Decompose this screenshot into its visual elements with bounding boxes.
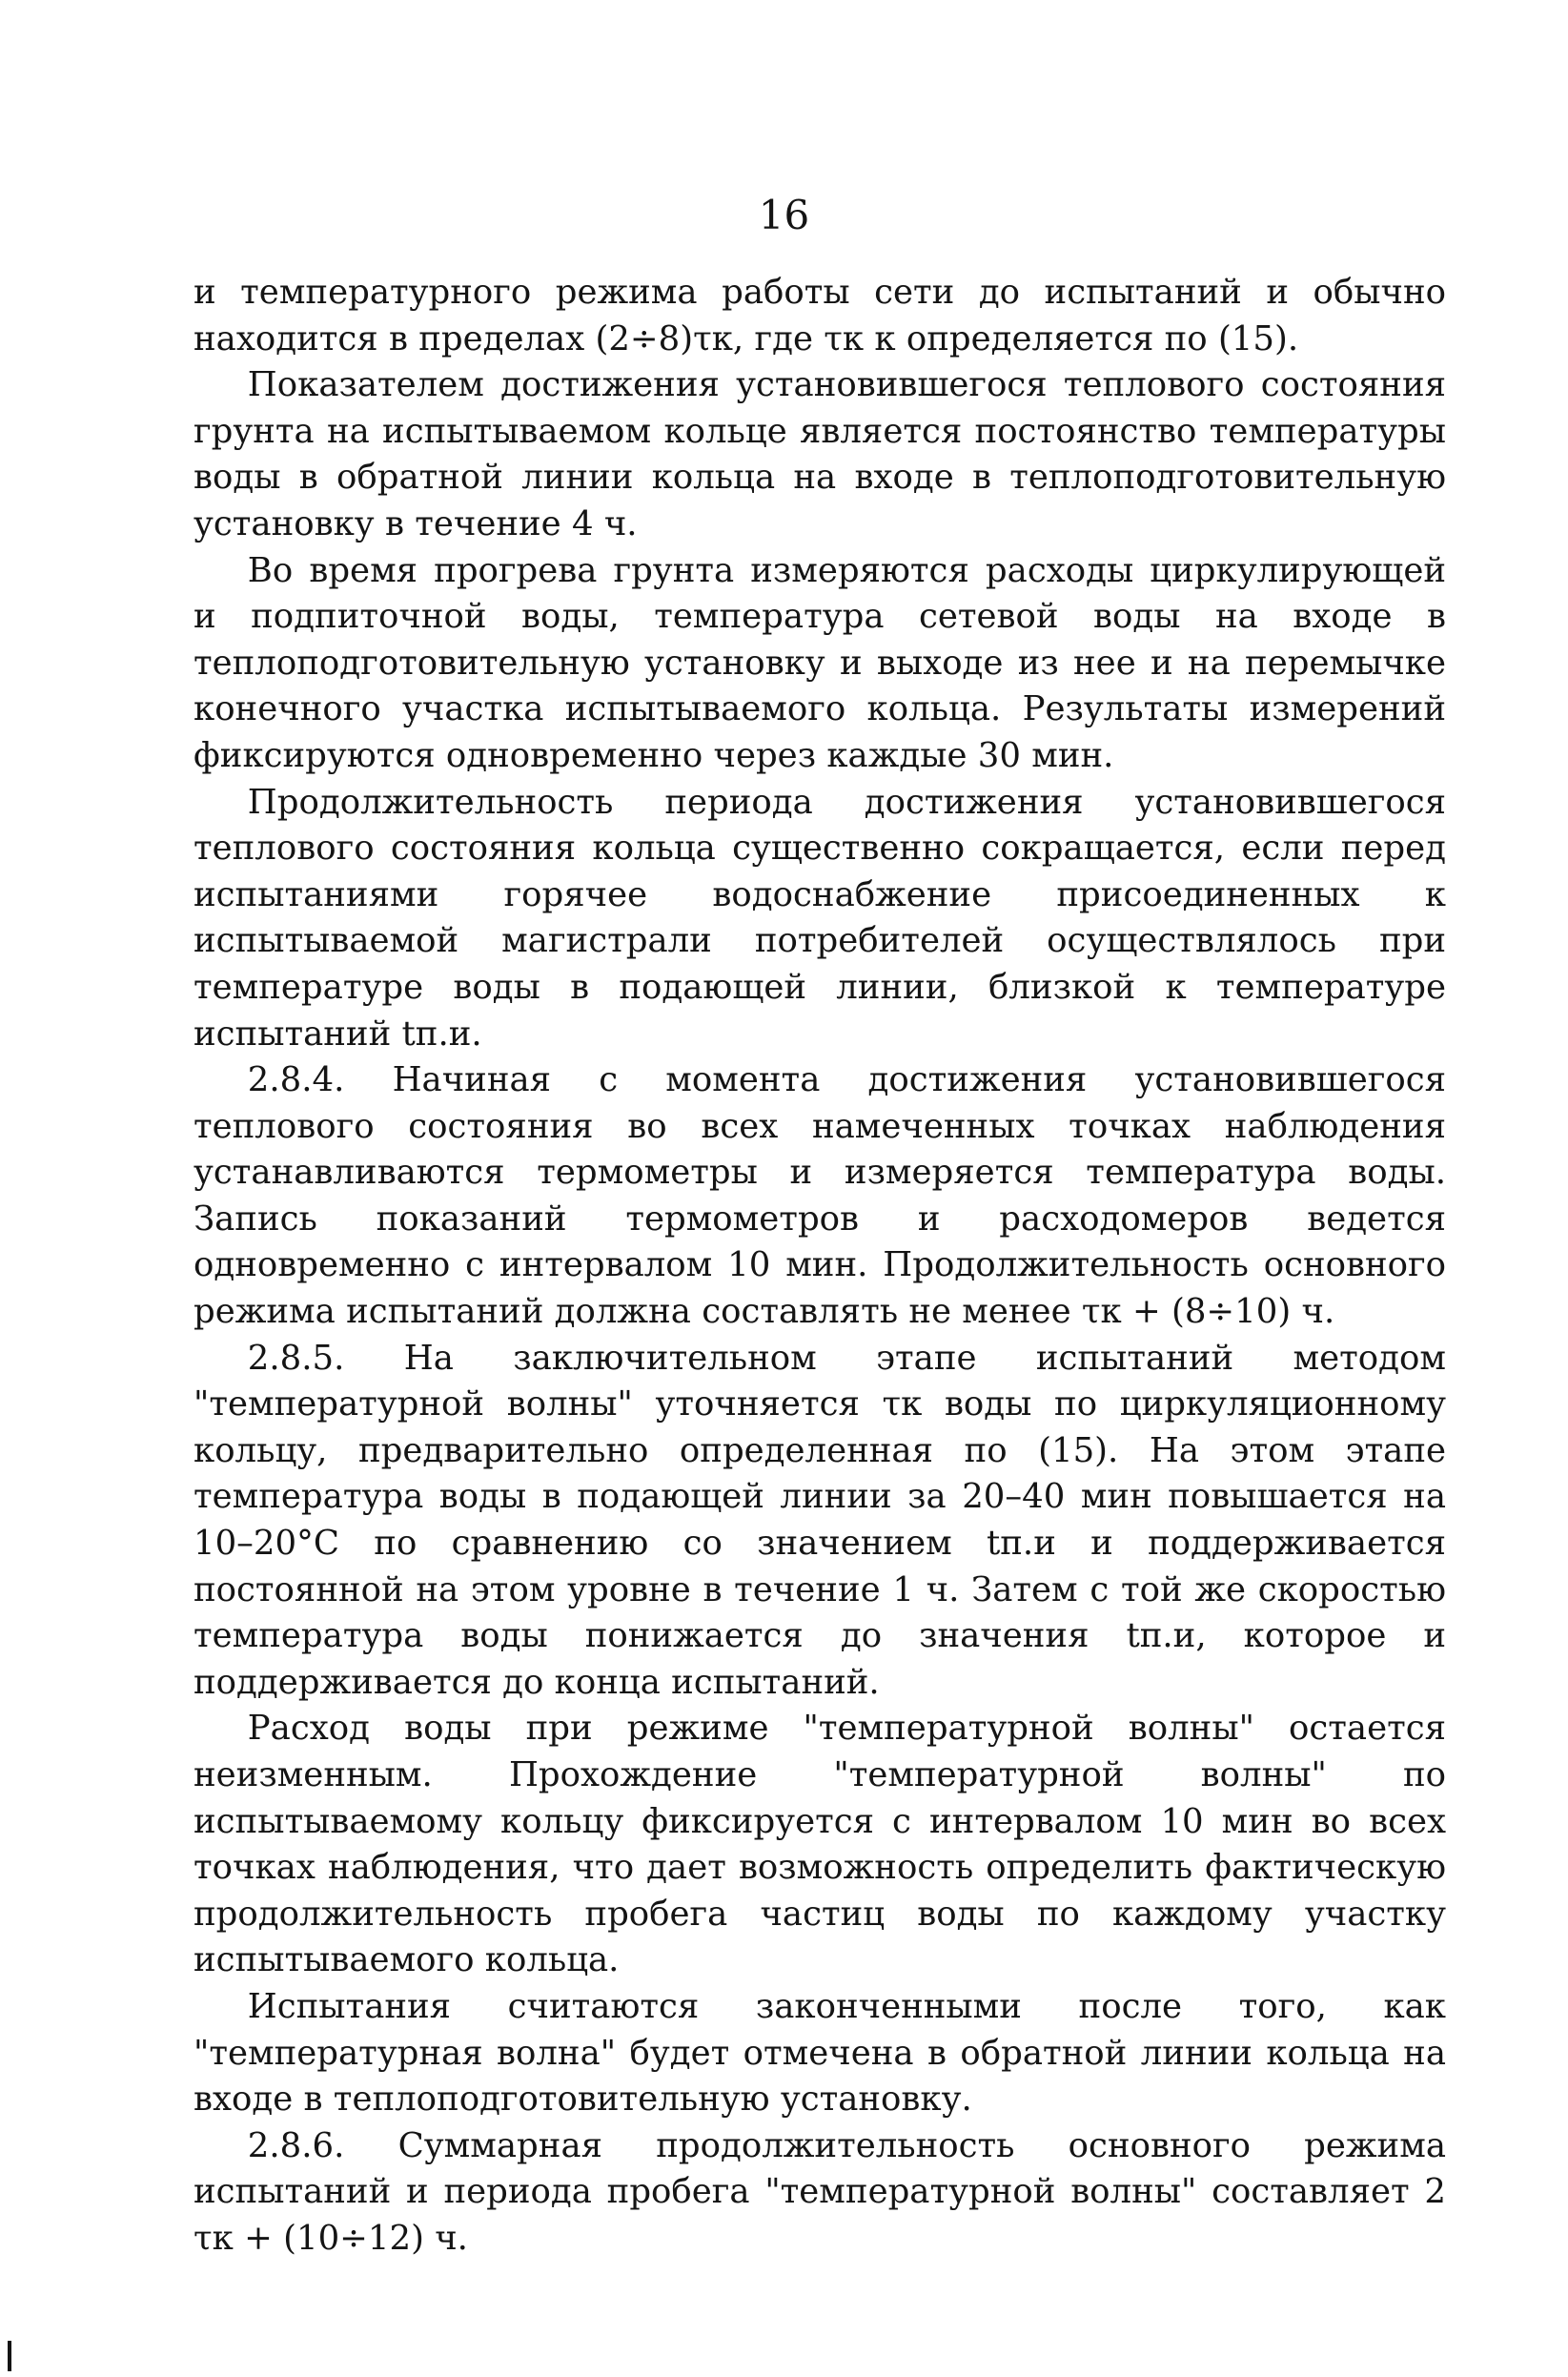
paragraph-continuation: и температурного режима работы сети до испытаний и обычно находится в пределах (2÷8)τк, где τк к определяется по (15).: [193, 273, 1446, 359]
scan-margin-mark: [8, 2341, 11, 2371]
paragraph-thermal-state-indicator: Показателем достижения установившегося теплового состояния грунта на испытываемом кольце является постоянство температуры воды в обратной линии кольца на входе в теплоподготовительную установку в течение 4 ч.: [193, 365, 1446, 543]
paragraph-section-2-8-4: 2.8.4. Начиная с момента достижения установившегося теплового состояния во всех намеченных точках наблюдения устанавливаются термометры и измеряется температура воды. Запись показаний термометров и расходомеров ведется одновременно с интервалом 10 мин. Продолжительность основного режима испытаний должна составлять не менее τк + (8÷10) ч.: [193, 1060, 1446, 1332]
paragraph-water-flow: Расход воды при режиме "температурной волны" остается неизменным. Прохождение "температурной волны" по испытываемому кольцу фиксируется с интервалом 10 мин во всех точках наблюдения, что дает возможность определить фактическую продолжительность пробега частиц воды по каждому участку испытываемого кольца.: [193, 1709, 1446, 1980]
paragraph-warmup-measurements: Во время прогрева грунта измеряются расходы циркулирующей и подпиточной воды, температура сетевой воды на входе в теплоподготовительную установку и выходе из нее и на перемычке конечного участка испытываемого кольца. Результаты измерений фиксируются одновременно через каждые 30 мин.: [193, 550, 1446, 775]
paragraph-warmup-duration: Продолжительность периода достижения установившегося теплового состояния кольца существенно сокращается, если перед испытаниями горячее водоснабжение присоединенных к испытываемой магистрали потребителей осуществлялось при температуре воды в подающей линии, близкой к температуре испытаний tп.и.: [193, 782, 1446, 1054]
paragraph-test-completion: Испытания считаются законченными после того, как "температурная волна" будет отмечена в обратной линии кольца на входе в теплоподготовительную установку.: [193, 1986, 1446, 2120]
paragraph-section-2-8-5: 2.8.5. На заключительном этапе испытаний методом "температурной волны" уточняется τк воды по циркуляционному кольцу, предварительно определенная по (15). На этом этапе температура воды в подающей линии за 20–40 мин повышается на 10–20°С по сравнению со значением tп.и и поддерживается постоянной на этом уровне в течение 1 ч. Затем с той же скоростью температура воды понижается до значения tп.и, которое и поддерживается до конца испытаний.: [193, 1338, 1446, 1702]
paragraph-section-2-8-6: 2.8.6. Суммарная продолжительность основного режима испытаний и периода пробега "температурной волны" составляет 2 τк + (10÷12) ч.: [193, 2125, 1446, 2258]
page-body: [193, 270, 1446, 2263]
page-number: 16: [758, 192, 810, 238]
